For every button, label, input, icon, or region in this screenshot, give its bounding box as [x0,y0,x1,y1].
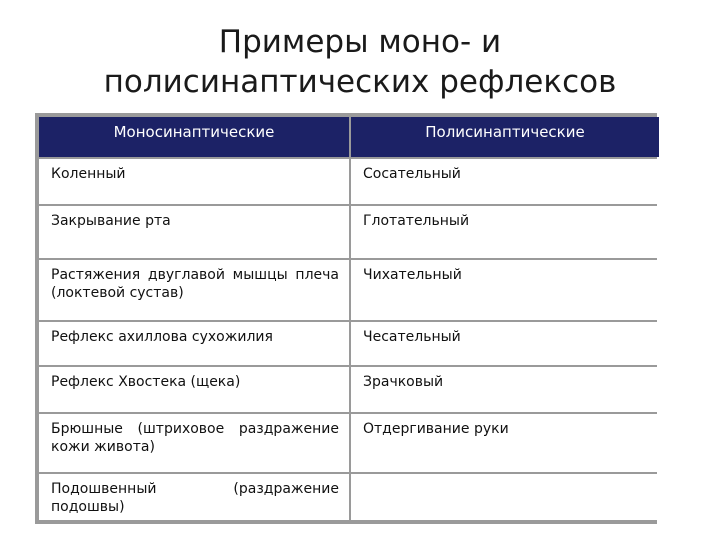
mono-cell: Брюшные (штриховое раздражение кожи живота) [39,414,349,472]
mono-cell: Закрывание рта [39,206,349,258]
slide-title [0,22,720,102]
table-row [39,159,659,204]
reflex-table [35,113,657,524]
poly-cell: Сосательный [351,159,659,204]
poly-cell: Чесательный [351,322,659,365]
mono-cell: Рефлекс Хвостека (щека) [39,367,349,412]
slide-title-line-1: Примеры моно- и [218,24,502,60]
table-row [39,367,659,412]
poly-cell: Зрачковый [351,367,659,412]
table-row [39,474,659,520]
poly-cell: Глотательный [351,206,659,258]
mono-cell: Подошвенный (раздражение подошвы) [39,474,349,520]
header-polysynaptic: Полисинаптические [351,117,659,157]
header-monosynaptic: Моносинаптические [39,117,349,157]
table-row [39,206,659,258]
mono-cell: Растяжения двуглавой мышцы плеча (локтевой сустав) [39,260,349,320]
poly-cell [351,474,659,520]
table-row [39,414,659,472]
table-header-row [39,117,659,157]
table-row [39,260,659,320]
mono-cell: Коленный [39,159,349,204]
table-row [39,322,659,365]
poly-cell: Отдергивание руки [351,414,659,472]
poly-cell: Чихательный [351,260,659,320]
mono-cell: Рефлекс ахиллова сухожилия [39,322,349,365]
slide-title-line-2: полисинаптических рефлексов [103,64,617,100]
